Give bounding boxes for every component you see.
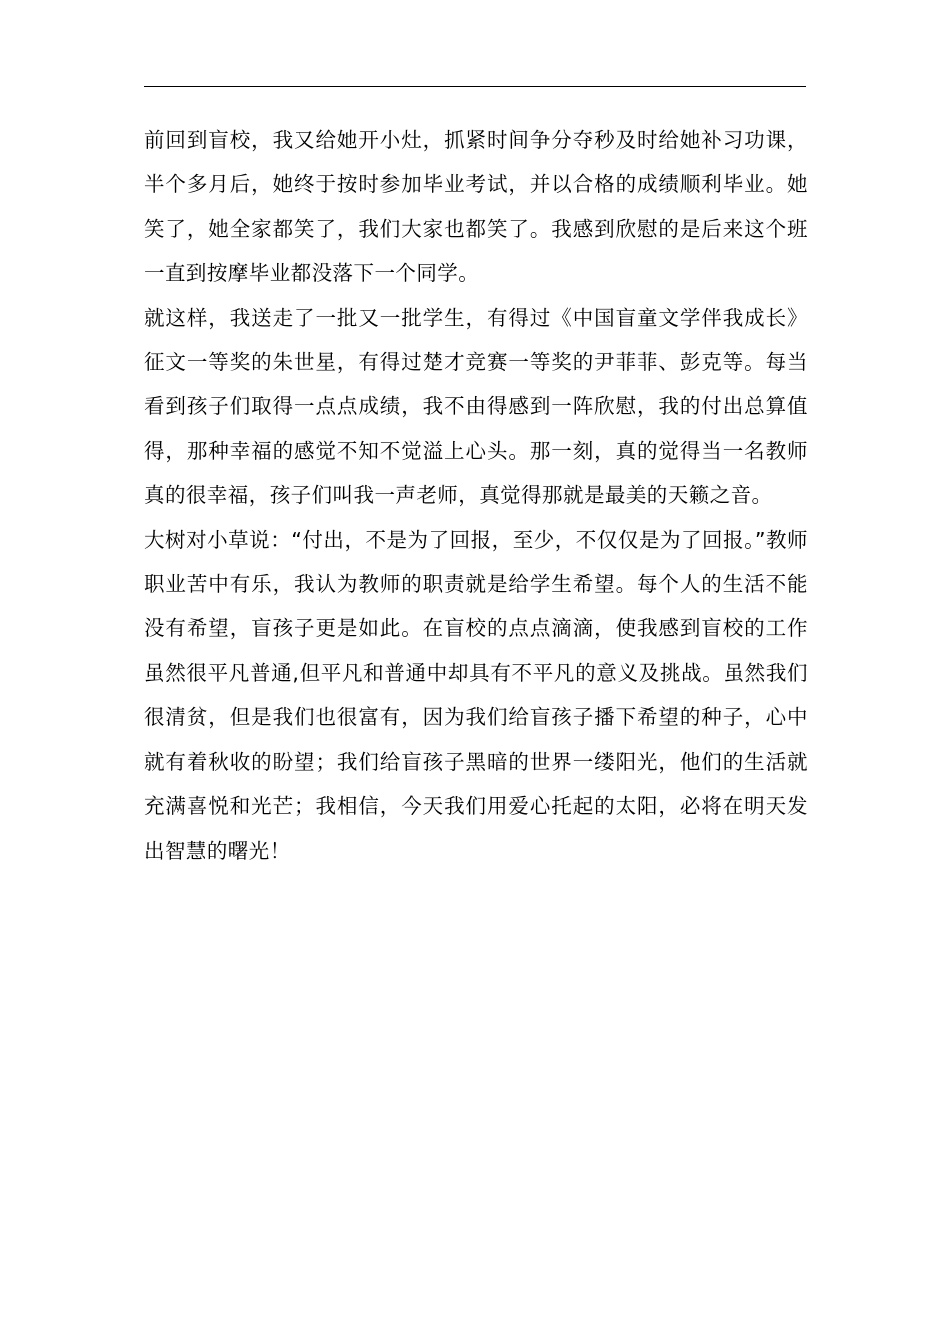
document-body (144, 118, 808, 873)
paragraph-2: 就这样，我送走了一批又一批学生，有得过《中国盲童文学伴我成长》征文一等奖的朱世星，有得过楚才竞赛一等奖的尹菲菲、彭克等。每当看到孩子们取得一点点成绩，我不由得感到一阵欣慰，我的付出总算值得，那种幸福的感觉不知不觉溢上心头。那一刻，真的觉得当一名教师真的很幸福，孩子们叫我一声老师，真觉得那就是最美的天籁之音。 (144, 305, 808, 508)
header-rule (144, 86, 806, 87)
paragraph-1: 前回到盲校，我又给她开小灶，抓紧时间争分夺秒及时给她补习功课，半个多月后，她终于按时参加毕业考试，并以合格的成绩顺利毕业。她笑了，她全家都笑了，我们大家也都笑了。我感到欣慰的是后来这个班一直到按摩毕业都没落下一个同学。 (144, 128, 808, 286)
paragraph-3: 大树对小草说：“付出，不是为了回报，至少，不仅仅是为了回报。”教师职业苦中有乐，我认为教师的职责就是给学生希望。每个人的生活不能没有希望，盲孩子更是如此。在盲校的点点滴滴，使我感到盲校的工作虽然很平凡普通,但平凡和普通中却具有不平凡的意义及挑战。虽然我们很清贫，但是我们也很富有，因为我们给盲孩子播下希望的种子，心中就有着秋收的盼望；我们给盲孩子黑暗的世界一缕阳光，他们的生活就充满喜悦和光芒；我相信，今天我们用爱心托起的太阳，必将在明天发出智慧的曙光！ (144, 527, 808, 863)
